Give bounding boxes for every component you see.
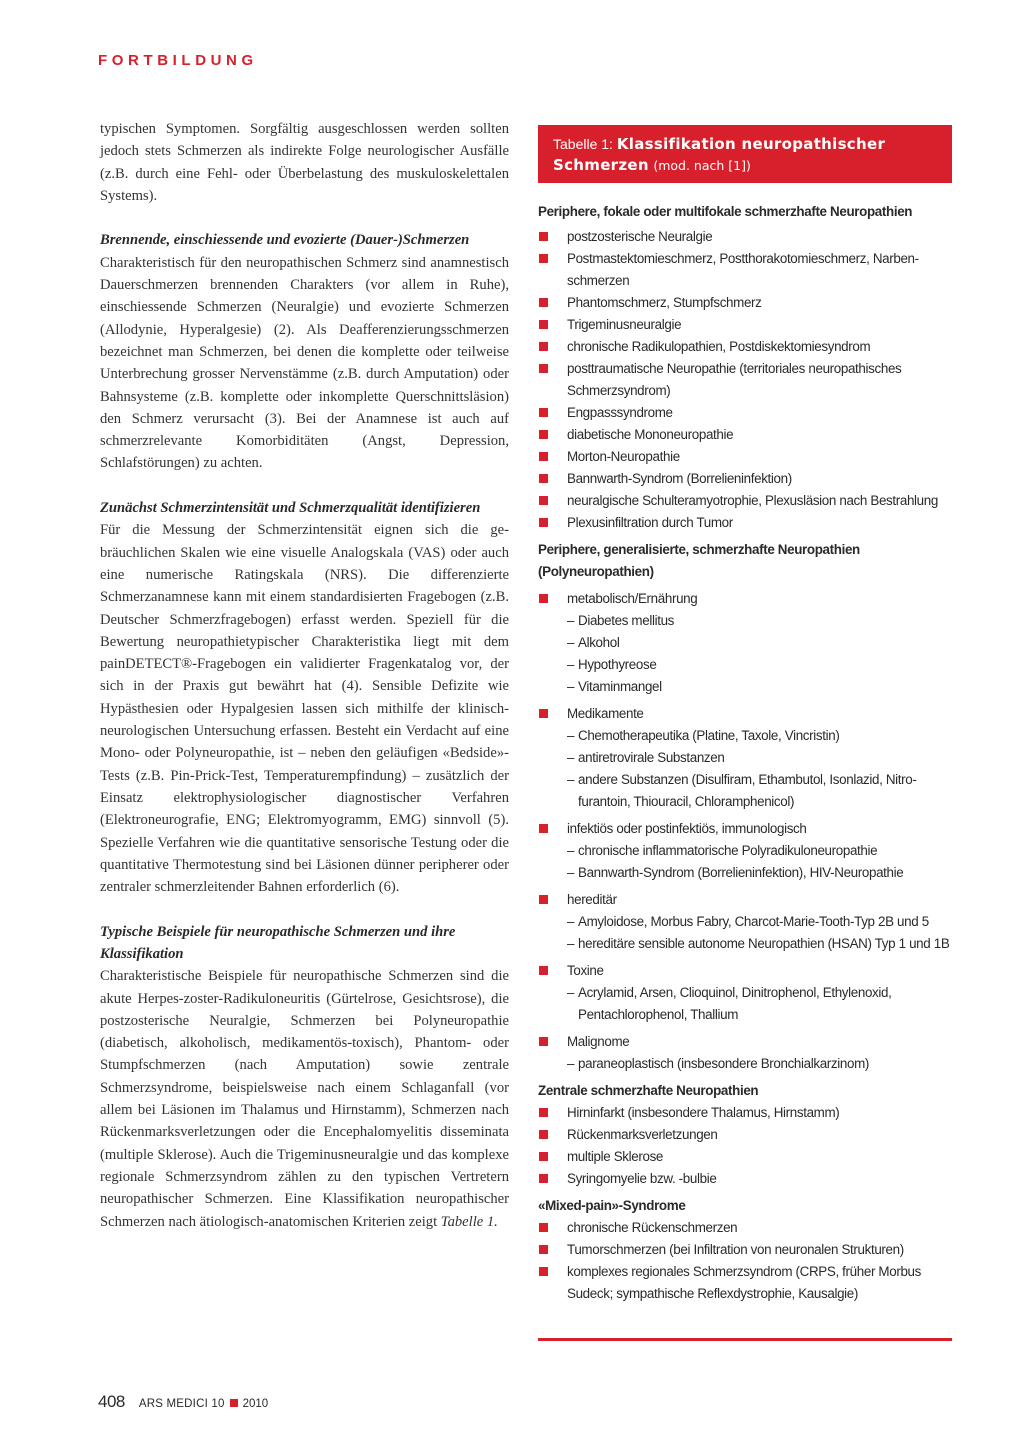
table-sub-item bbox=[538, 933, 952, 955]
subheading: Brennende, einschiessende und evozierte (Dauer-)Schmerzen bbox=[100, 232, 470, 249]
list-item-text: Bannwarth-Syndrom (Borrelieninfektion) bbox=[567, 471, 792, 486]
square-bullet-icon bbox=[539, 1267, 548, 1276]
list-item-text: multiple Sklerose bbox=[567, 1149, 664, 1164]
square-bullet-icon bbox=[539, 298, 548, 307]
table-list-item bbox=[538, 703, 952, 725]
square-bullet-icon bbox=[539, 594, 548, 603]
article-body bbox=[100, 118, 509, 1233]
table-label: Tabelle 1: bbox=[553, 136, 617, 152]
journal-name: ARS MEDICI 10 bbox=[138, 1398, 225, 1410]
sub-item-text: chronische inflammatorische Polyradikuloneuropathie bbox=[578, 843, 878, 858]
table-list-item bbox=[538, 314, 952, 336]
table-list-item bbox=[538, 292, 952, 314]
list-item-text: infektiös oder postinfektiös, immunologisch bbox=[567, 821, 807, 836]
square-bullet-icon bbox=[539, 1152, 548, 1161]
table-list-item bbox=[538, 424, 952, 446]
table-list-item bbox=[538, 1031, 952, 1053]
table-list-item bbox=[538, 1124, 952, 1146]
square-bullet-icon bbox=[539, 824, 548, 833]
list-item-text: Medikamente bbox=[567, 706, 644, 721]
table-sub-item bbox=[538, 911, 952, 933]
square-bullet-icon bbox=[539, 1130, 548, 1139]
list-item-text: Phantomschmerz, Stumpfschmerz bbox=[567, 295, 762, 310]
square-bullet-icon bbox=[539, 1037, 548, 1046]
table-list-item bbox=[538, 889, 952, 911]
list-item-text: diabetische Mononeuropathie bbox=[567, 427, 734, 442]
table-list-item bbox=[538, 1102, 952, 1124]
list-item-text: Hirninfarkt (insbesondere Thalamus, Hirnstamm) bbox=[567, 1105, 840, 1120]
page-footer bbox=[98, 1392, 268, 1412]
dash-bullet-icon: – bbox=[567, 936, 575, 951]
list-item-text: Morton-Neuropathie bbox=[567, 449, 680, 464]
sub-item-text: Bannwarth-Syndrom (Borrelieninfektion), HIV-Neuropathie bbox=[578, 865, 904, 880]
table-list-item bbox=[538, 588, 952, 610]
sub-item-text: Acrylamid, Arsen, Clioquinol, Dinitrophenol, Ethylenoxid, Pentachlorophenol, Thallium bbox=[578, 985, 892, 1022]
square-bullet-icon bbox=[539, 895, 548, 904]
table-source: (mod. nach [1]) bbox=[653, 158, 751, 173]
sub-item-text: hereditäre sensible autonome Neuropathien (HSAN) Typ 1 und 1B bbox=[578, 936, 950, 951]
body-paragraph: Charakteristisch für den neuropathischen Schmerz sind anamnestisch Dauerschmerzen brennenden Charakters (vor allem in Ruhe), einschiessende Schmerzen (Neuralgie) und evozierte Schmerzen (Allodynie, Hyperalgesie) (2). Als Deafferenzierungsschmerzen bezeichnet man Schmerzen, bei denen die komplette oder teilweise Unterbrechung grosser Nervenstämme (z.B. durch Amputation) oder Bahnsysteme (z.B. komplette oder inkomplette Querschnittsläsion) den Schmerz verursacht (3). Bei der Anamnese ist auch auf schmerzrelevante Komorbiditäten (Angst, Depression, Schlafstörungen) zu achten. bbox=[100, 254, 509, 472]
body-paragraph bbox=[100, 965, 509, 1233]
body-paragraph: Für die Messung der Schmerzintensität eignen sich die gebräuchlichen Skalen wie eine visuelle Analogskala (VAS) oder auch eine numerische Ratingskala (NRS). Die differenzierte Schmerzanamnese kann mit einem standardisierten Fragebogen (z.B. Deutscher Schmerzfragebogen) erfasst werden. Speziell für die Bewertung neuropathietypischer Charakteristika liegt mit dem painDETECT®-Fragebogen ein validierter Fragenkatalog vor, der sich in der Praxis gut bewährt hat (4). Sensible Defizite wie Hypästhesien oder Hypalgesien lassen sich mithilfe der klinisch-neurologischen Untersuchung erfassen. Besteht ein Verdacht auf eine Mono- oder Polyneuropathie, ist – neben den geläufigen «Bedside»-Tests (z.B. Pin-Prick-Test, Temperaturempfindung) – zusätzlich der Einsatz elektrophysiologischer diagnostischer Verfahren (Elektroneurografie, ENG; Elektromyogramm, EMG) sinnvoll (5). Spezielle Verfahren wie die quantitative sensorische Testung oder die quantitative Thermotestung sind bei Läsionen dünner peripherer oder zentraler schmerzleitender Bahnen erforderlich (6). bbox=[100, 522, 509, 896]
table-sub-item bbox=[538, 610, 952, 632]
dash-bullet-icon: – bbox=[567, 657, 575, 672]
classification-table bbox=[538, 125, 952, 1305]
dash-bullet-icon: – bbox=[567, 843, 575, 858]
square-bullet-icon bbox=[539, 342, 548, 351]
sub-item-text: antiretrovirale Substanzen bbox=[578, 750, 725, 765]
table-title: Klassifikation neuropathischer Schmerzen bbox=[553, 135, 886, 174]
list-item-text: hereditär bbox=[567, 892, 617, 907]
dash-bullet-icon: – bbox=[567, 1056, 575, 1071]
sub-item-text: Hypothyreose bbox=[578, 657, 657, 672]
table-sub-item bbox=[538, 982, 952, 1026]
square-bullet-icon bbox=[539, 1223, 548, 1232]
table-sub-item bbox=[538, 840, 952, 862]
table-list-item bbox=[538, 512, 952, 534]
dash-bullet-icon: – bbox=[567, 613, 575, 628]
list-item-text: Tumorschmerzen (bei Infiltration von neuronalen Strukturen) bbox=[567, 1242, 904, 1257]
table-list-item bbox=[538, 1168, 952, 1190]
dash-bullet-icon: – bbox=[567, 679, 575, 694]
dash-bullet-icon: – bbox=[567, 772, 575, 787]
list-item-text: postzosterische Neuralgie bbox=[567, 229, 713, 244]
list-item-text: Plexusinfiltration durch Tumor bbox=[567, 515, 733, 530]
sub-item-text: andere Substanzen (Disulfiram, Ethambutol, Isonlazid, Nitrofurantoin, Thiouracil, Chloramphenicol) bbox=[578, 772, 917, 809]
square-bullet-icon bbox=[539, 320, 548, 329]
list-item-text: posttraumatische Neuropathie (territoriales neuropathisches Schmerzsyndrom) bbox=[567, 361, 902, 398]
sub-item-text: paraneoplastisch (insbesondere Bronchialkarzinom) bbox=[578, 1056, 869, 1071]
section-label: FORTBILDUNG bbox=[98, 52, 258, 69]
table-list-item bbox=[538, 226, 952, 248]
sub-item-text: Alkohol bbox=[578, 635, 620, 650]
subheading: Zunächst Schmerzintensität und Schmerzqualität identifizieren bbox=[100, 500, 481, 517]
list-item-text: Toxine bbox=[567, 963, 604, 978]
table-body bbox=[538, 201, 952, 1305]
table-group-title: «Mixed-pain»-Syndrome bbox=[538, 1198, 686, 1213]
table-list-item bbox=[538, 468, 952, 490]
body-text: Charakteristische Beispiele für neuropathische Schmerzen sind die akute Herpes-zoster-Radikuloneuritis (Gürtelrose, Gesichtsrose), die postzosterische Neuralgie, Schmerzen bei Polyneuropathie (diabetisch, alkoholisch, medikamentös-toxisch), Phantom- oder Stumpfschmerzen (nach Amputation) sowie zentrale Schmerzsyndrome, beispielsweise nach einem Schlaganfall (vor allem bei Läsionen im Thalamus und Hirnstamm), Schmerzen nach Rückenmarksverletzungen oder die Encephalomyelitis disseminata (multiple Sklerose). Auch die Trigeminusneuralgie und das komplexe regionale Schmerzsyndrom zählen zu den typischen Vertretern neuropathischer Schmerzen. Eine Klassifikation neuropathischer Schmerzen nach ätiologisch-anatomischen Kriterien zeigt bbox=[100, 968, 509, 1230]
table-group-title: Periphere, fokale oder multifokale schmerzhafte Neuropathien bbox=[538, 204, 913, 219]
square-bullet-icon bbox=[539, 496, 548, 505]
square-bullet-icon bbox=[539, 966, 548, 975]
table-list-item bbox=[538, 490, 952, 512]
square-bullet-icon bbox=[539, 518, 548, 527]
table-sub-item bbox=[538, 632, 952, 654]
table-sub-item bbox=[538, 725, 952, 747]
dash-bullet-icon: – bbox=[567, 750, 575, 765]
dash-bullet-icon: – bbox=[567, 914, 575, 929]
table-list-item bbox=[538, 960, 952, 982]
intro-paragraph: typischen Symptomen. Sorgfältig ausgeschlossen werden sollten jedoch stets Schmerzen als indirekte Folge neurologischer Ausfälle (z.B. durch eine Fehl- oder Überbelastung des muskuloskelettalen Systems). bbox=[100, 121, 509, 204]
sub-item-text: Diabetes mellitus bbox=[578, 613, 675, 628]
dash-bullet-icon: – bbox=[567, 865, 575, 880]
table-list-item bbox=[538, 402, 952, 424]
list-item-text: komplexes regionales Schmerzsyndrom (CRPS, früher Morbus Sudeck; sympathische Reflexdystrophie, Kausalgie) bbox=[567, 1264, 921, 1301]
list-item-text: chronische Rückenschmerzen bbox=[567, 1220, 738, 1235]
list-item-text: Syringomyelie bzw. -bulbie bbox=[567, 1171, 717, 1186]
list-item-text: Rückenmarksverletzungen bbox=[567, 1127, 718, 1142]
table-list-item bbox=[538, 1261, 952, 1305]
list-item-text: chronische Radikulopathien, Postdiskektomiesyndrom bbox=[567, 339, 871, 354]
table-sub-item bbox=[538, 676, 952, 698]
square-bullet-icon bbox=[539, 1245, 548, 1254]
square-bullet-icon bbox=[539, 232, 548, 241]
table-group-title: Periphere, generalisierte, schmerzhafte Neuropathien (Polyneuropathien) bbox=[538, 542, 860, 579]
sub-item-text: Vitaminmangel bbox=[578, 679, 662, 694]
list-item-text: Postmastektomieschmerz, Postthorakotomieschmerz, Narbenschmerzen bbox=[567, 251, 920, 288]
table-sub-item bbox=[538, 862, 952, 884]
dash-bullet-icon: – bbox=[567, 728, 575, 743]
table-list-item bbox=[538, 1239, 952, 1261]
table-sub-item bbox=[538, 747, 952, 769]
square-bullet-icon bbox=[539, 1108, 548, 1117]
table-list-item bbox=[538, 248, 952, 292]
subheading: Typische Beispiele für neuropathische Schmerzen und ihre Klassifikation bbox=[100, 923, 456, 962]
table-header bbox=[538, 125, 952, 183]
sub-item-text: Chemotherapeutika (Platine, Taxole, Vincristin) bbox=[578, 728, 840, 743]
table-list-item bbox=[538, 336, 952, 358]
list-item-text: Trigeminusneuralgie bbox=[567, 317, 682, 332]
sub-item-text: Amyloidose, Morbus Fabry, Charcot-Marie-Tooth-Typ 2B und 5 bbox=[578, 914, 929, 929]
dash-bullet-icon: – bbox=[567, 985, 575, 1000]
page-number: 408 bbox=[98, 1392, 125, 1411]
square-bullet-icon bbox=[539, 1174, 548, 1183]
square-bullet-icon bbox=[230, 1399, 238, 1407]
square-bullet-icon bbox=[539, 364, 548, 373]
table-sub-item bbox=[538, 1053, 952, 1075]
table-sub-item bbox=[538, 769, 952, 813]
list-item-text: neuralgische Schulteramyotrophie, Plexusläsion nach Bestrahlung bbox=[567, 493, 938, 508]
table-list-item bbox=[538, 1217, 952, 1239]
square-bullet-icon bbox=[539, 254, 548, 263]
table-bottom-rule bbox=[538, 1338, 952, 1341]
square-bullet-icon bbox=[539, 474, 548, 483]
table-list-item bbox=[538, 358, 952, 402]
table-list-item bbox=[538, 446, 952, 468]
square-bullet-icon bbox=[539, 430, 548, 439]
table-list-item bbox=[538, 818, 952, 840]
table-reference: Tabelle 1. bbox=[440, 1213, 498, 1230]
square-bullet-icon bbox=[539, 452, 548, 461]
square-bullet-icon bbox=[539, 709, 548, 718]
list-item-text: Engpasssyndrome bbox=[567, 405, 673, 420]
table-group-title: Zentrale schmerzhafte Neuropathien bbox=[538, 1083, 759, 1098]
table-list-item bbox=[538, 1146, 952, 1168]
list-item-text: Malignome bbox=[567, 1034, 630, 1049]
dash-bullet-icon: – bbox=[567, 635, 575, 650]
table-sub-item bbox=[538, 654, 952, 676]
square-bullet-icon bbox=[539, 408, 548, 417]
publication-year: 2010 bbox=[242, 1398, 269, 1410]
list-item-text: metabolisch/Ernährung bbox=[567, 591, 698, 606]
